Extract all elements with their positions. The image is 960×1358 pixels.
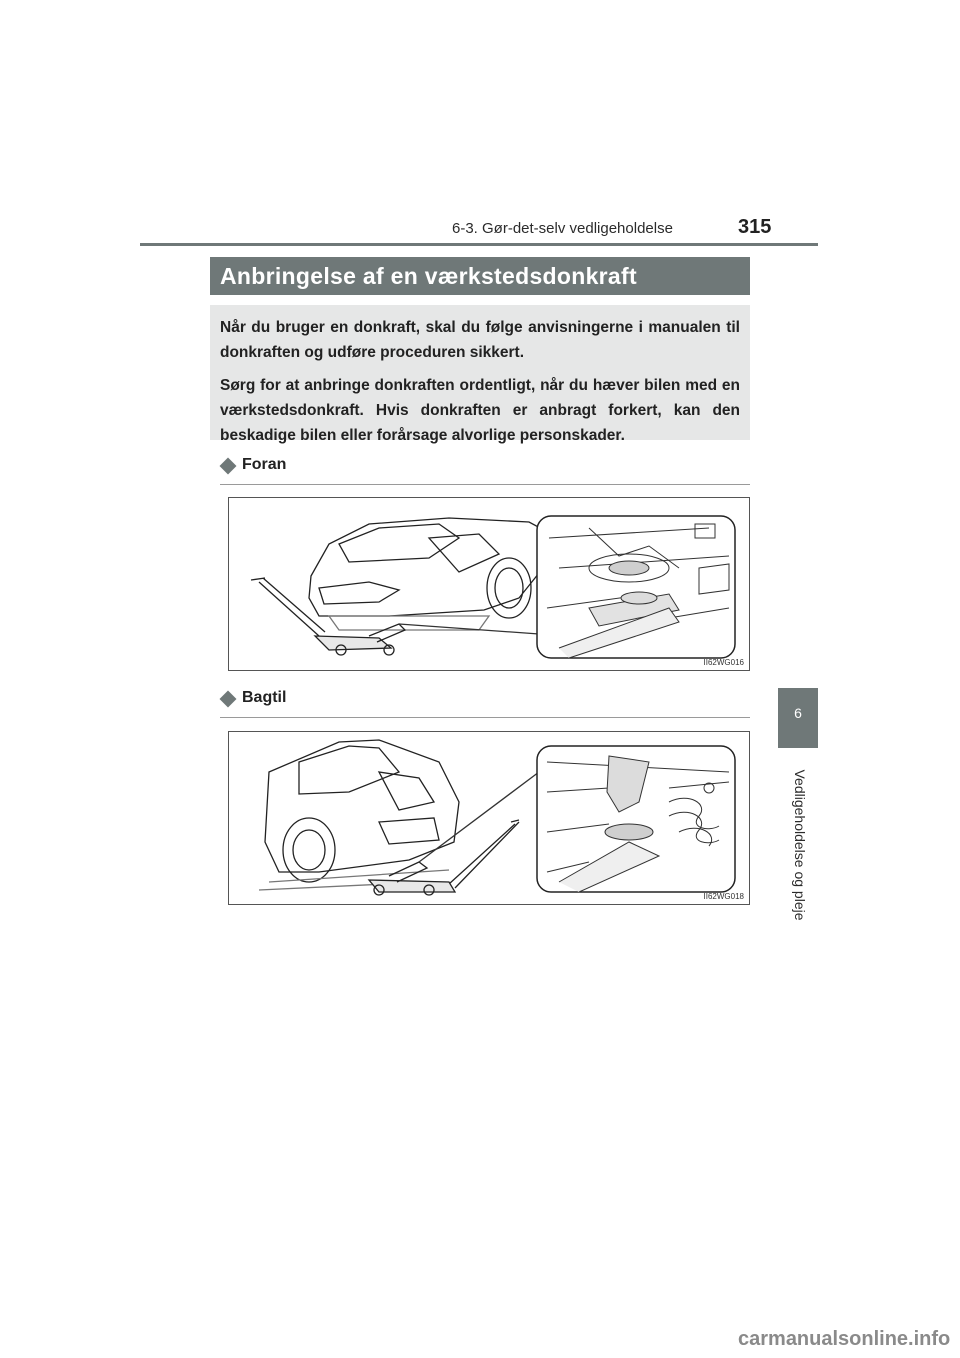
section-title: Anbringelse af en værkstedsdonkraft xyxy=(210,257,750,295)
header-section-title: 6-3. Gør-det-selv vedligeholdelse xyxy=(452,220,673,237)
info-box xyxy=(210,305,750,444)
diamond-bullet-icon xyxy=(220,458,237,475)
chapter-label: Vedligeholdelse og pleje xyxy=(792,769,808,921)
front-figure xyxy=(228,497,750,671)
info-paragraph-1: Når du bruger en donkraft, skal du følge anvisningerne i manualen til donkraften og udføre proceduren sikkert. xyxy=(220,319,740,361)
front-illustration xyxy=(229,498,749,670)
info-paragraph-2: Sørg for at anbringe donkraften ordentligt, når du hæver bilen med en værkstedsdonkraft. Hvis donkraften er anbragt forkert, kan den beskadige bilen eller forårsage alvorlige personskader. xyxy=(220,377,740,444)
rear-figure-code: II62WG018 xyxy=(703,892,744,901)
page-number: 315 xyxy=(738,216,772,238)
rear-figure xyxy=(228,731,750,905)
rear-heading: Bagtil xyxy=(242,689,287,706)
chapter-tab xyxy=(778,688,818,748)
front-figure-code: II62WG016 xyxy=(703,658,744,667)
rear-illustration xyxy=(229,732,749,904)
watermark-text: carmanualsonline.info xyxy=(738,1328,951,1350)
diamond-bullet-icon xyxy=(220,691,237,708)
chapter-number: 6 xyxy=(794,705,802,721)
front-heading: Foran xyxy=(242,456,287,473)
front-subheading xyxy=(220,456,750,485)
rear-subheading xyxy=(220,689,750,718)
header-rule xyxy=(140,243,818,246)
